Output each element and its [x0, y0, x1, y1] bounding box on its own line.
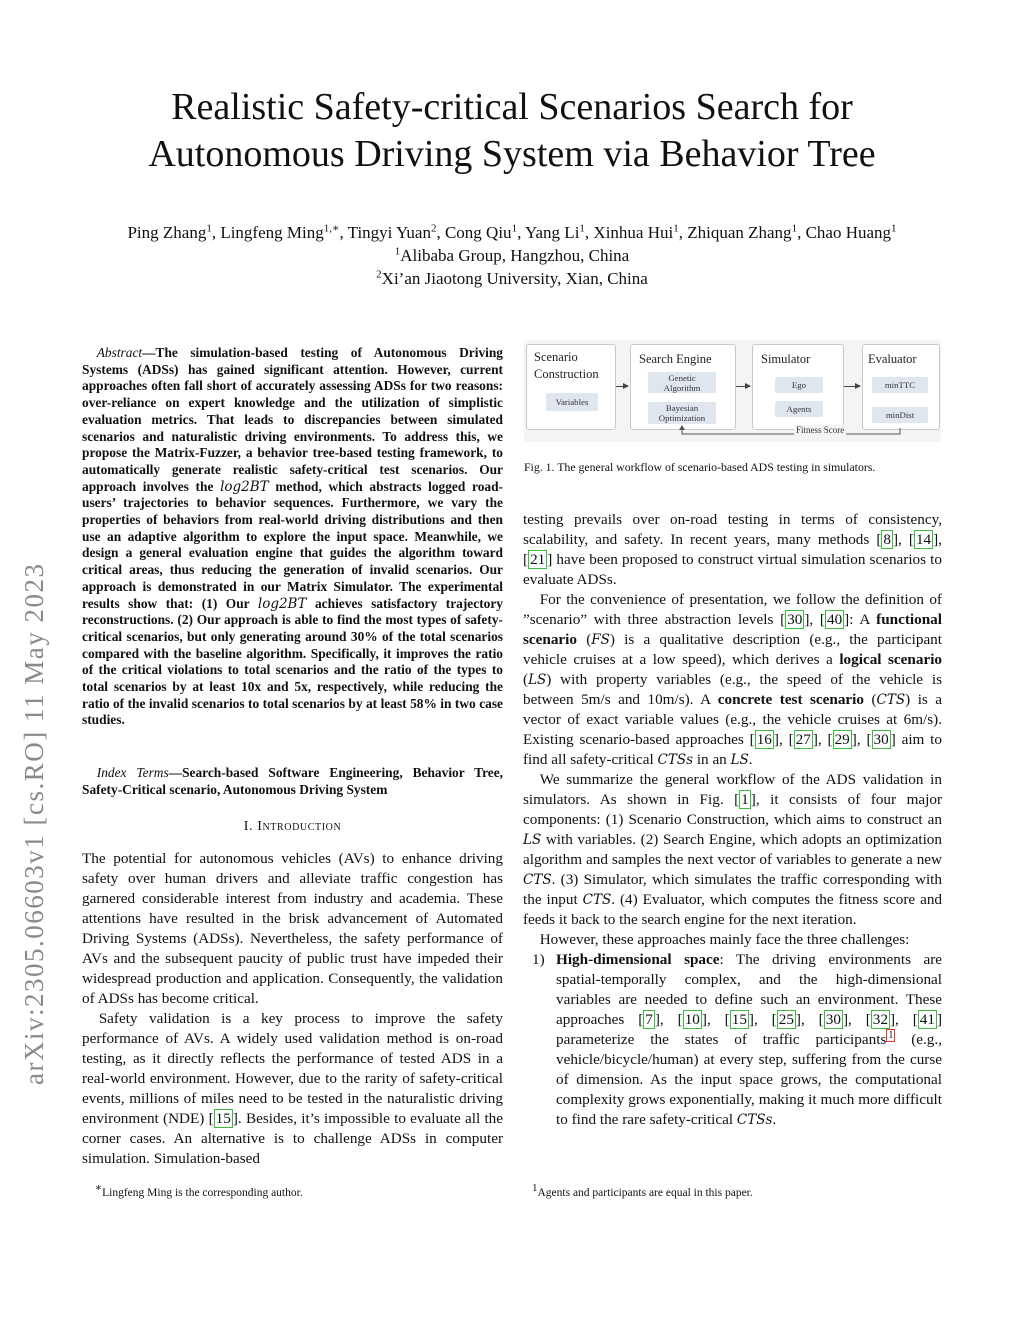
agents-chip: Agents	[775, 401, 823, 417]
citation-link[interactable]: 25	[778, 1011, 794, 1028]
author: Cong Qiu$^1$	[444, 222, 518, 242]
box-title: Evaluator	[868, 352, 917, 366]
citation-link[interactable]: 29	[834, 731, 850, 748]
footnote-link[interactable]: 1	[888, 1029, 894, 1041]
right-column-text	[523, 510, 942, 1130]
citation-link[interactable]: 21	[530, 551, 546, 568]
arxiv-identifier: arXiv:2305.06603v1 [cs.RO] 11 May 2023	[19, 562, 49, 1085]
list-item: 1) High-dimensional space: The driving environments are spatial-temporally complex, and the high-dimensional variables are needed to define such an environment. These approaches [ 7 ], [ 10 ], [ 15 ], [ 25 ], [ 30 ], [ 32 ], [ 41 ] parameterize the states of traffic participants $^1$ (e.g., vehicle/bicycle/human) at every step, suffering from the curse of dimension. As the input space grows, the computational complexity grows exponentially, making it much more difficult to find the rare safety-critical CTSs.	[532, 951, 943, 1128]
citation-link[interactable]: 30	[825, 1011, 841, 1028]
citation-link[interactable]: 32	[872, 1011, 888, 1028]
author: Ping Zhang$^1$	[127, 222, 212, 242]
abstract: Abstract—The simulation-based testing of Autonomous Driving Systems (ADSs) has gained significant attention. However, current approaches often fall short of accurately assessing ADSs for two reasons: over-reliance on expert knowledge and the utilization of simplistic evaluation metrics. That leads to discrepancies between simulated scenarios and naturalistic driving environments. To address this, we propose the Matrix-Fuzzer, a behavior tree-based testing framework, to automatically generate realistic safety-critical test scenarios. Our approach involves the log2BT method, which abstracts logged road-users’ trajectories to behavior sequences. Furthermore, we vary the properties of behaviors from real-world driving distributions and then use an adaptive algorithm to explore the input space. Meanwhile, we design a general evaluation engine that guides the algorithm toward critical areas, thus reducing the generation of invalid scenarios. Our approach is demonstrated in our Matrix Simulator. The experimental results show that: (1) Our log2BT achieves satisfactory trajectory reconstructions. (2) Our approach is able to find the most types of safety-critical scenarios, but only generating around 30% of the total scenarios compared with the baseline algorithm. Specifically, it improves the ratio of the critical violations to total scenarios and the ratio of the types to total scenarios by at least 10x and 5x, respectively, while reducing the ratio of the invalid scenarios to total scenarios by at least 58% in two case studies.	[82, 345, 503, 728]
paragraph: Safety validation is a key process to improve the safety performance of AVs. A widely used validation method is on-road testing, as it directly reflects the performance of tested ADS in a real-world environment. However, due to the rarity of safety-critical events, millions of miles need to be tested in the naturalistic driving environment (NDE) [ 15 ]. Besides, it’s impossible to evaluate all the corner cases. An alternative is to challenge ADSs in computer simulation. Simulation-based	[82, 1010, 504, 1167]
feedback-loop-arrow	[524, 340, 941, 442]
author: Chao Huang$^1$	[805, 222, 897, 242]
citation-link[interactable]: 40	[826, 611, 843, 628]
math-log2bt: log2BT	[257, 595, 307, 612]
citation-link[interactable]: 30	[873, 731, 889, 748]
affiliations	[40, 244, 984, 290]
abstract-lead: Abstract	[96, 345, 143, 360]
author: Yang Li$^1$	[524, 222, 585, 242]
author: Zhiquan Zhang$^1$	[687, 222, 798, 242]
box-title: Construction	[534, 367, 599, 381]
workflow-figure	[524, 340, 941, 442]
paragraph: For the convenience of presentation, we follow the definition of ”scenario” with three abstraction levels [ 30 ], [ 40 ]: A functional scenario (FS) is a qualitative description (e.g., the participant vehicle cruises at a low speed), which derives a logical scenario (LS) with property variables (e.g., the speed of the vehicle is between 5m/s and 10m/s). A concrete test scenario (CTS) is a vector of exact variable values (e.g., the vehicle cruises at 6m/s). Existing scenario-based approaches [ 16 ], [ 27 ], [ 29 ], [ 30 ] aim to find all safety-critical CTSs in an LS.	[523, 591, 943, 768]
affiliation-1: $^1$Alibaba Group, Hangzhou, China	[394, 245, 630, 265]
min-dist-chip: minDist	[872, 407, 928, 423]
paragraph: The potential for autonomous vehicles (AVs) to enhance driving safety over human drivers and alleviate traffic congestion has garnered considerable interest from industry and academia. These attentions have resulted in the brisk advancement of Automated Driving Systems (ADSs). Nevertheless, the safety performance of AVs and the subsequent paucity of public trust have impeded their widespread production and application. Consequently, the validation of ADSs has become critical.	[82, 850, 503, 1007]
paragraph: testing prevails over on-road testing in terms of consistency, scalability, and safety. In recent years, many methods [ 8 ], [ 14 ], [ 21 ] have been proposed to construct virtual simulation scenarios to evaluate ADSs.	[523, 511, 942, 588]
genetic-algorithm-chip: Genetic Algorithm	[648, 372, 716, 393]
footnote: $^1$Agents and participants are equal in this paper.	[532, 1182, 753, 1199]
citation-link[interactable]: 41	[919, 1011, 935, 1028]
citation-link[interactable]: 15	[731, 1011, 747, 1028]
citation-link[interactable]: 7	[645, 1011, 653, 1028]
title-line-2: Autonomous Driving System via Behavior Tree	[148, 133, 876, 175]
section-heading: I. Introduction	[243, 819, 342, 834]
bayesian-optimization-chip: Bayesian Optimization	[648, 402, 716, 424]
affiliation-2: $^2$Xi’an Jiaotong University, Xian, China	[376, 268, 648, 288]
citation-link[interactable]: 10	[684, 1011, 700, 1028]
index-terms: Index Terms—Search-based Software Engineering, Behavior Tree, Safety-Critical scenario, Autonomous Driving System	[82, 765, 503, 797]
citation-link[interactable]: 16	[756, 731, 772, 748]
author: Lingfeng Ming$^{1,∗}$	[220, 222, 340, 242]
fitness-score-label: Fitness Score	[796, 425, 845, 435]
paragraph: We summarize the general workflow of the ADS validation in simulators. As shown in Fig. [ 1 ], it consists of four major components: (1) Scenario Construction, which aims to construct an LS with variables. (2) Search Engine, which adopts an optimization algorithm and samples the next vector of variables to generate a new CTS. (3) Simulator, which simulates the traffic corresponding with the input CTS. (4) Evaluator, which computes the fitness score and feeds it back to the search engine for the next iteration.	[523, 771, 943, 928]
footnote: ∗Lingfeng Ming is the corresponding author.	[94, 1182, 303, 1199]
box-title: Simulator	[761, 352, 811, 366]
paragraph: However, these approaches mainly face the three challenges:	[539, 931, 910, 948]
intro-text	[82, 849, 503, 1169]
paper-title	[60, 84, 964, 178]
figure-caption: Fig. 1. The general workflow of scenario-based ADS testing in simulators.	[524, 460, 876, 474]
box-title: Search Engine	[639, 352, 712, 366]
variables-chip: Variables	[546, 393, 598, 411]
citation-link[interactable]: 30	[787, 611, 803, 628]
author: Xinhua Hui$^1$	[593, 222, 679, 242]
title-line-1: Realistic Safety-critical Scenarios Search for	[171, 86, 853, 128]
figure-link[interactable]: 1	[741, 791, 749, 808]
author-list: Ping Zhang$^1$, Lingfeng Ming$^{1,∗}$, Tingyi Yuan$^2$, Cong Qiu$^1$, Yang Li$^1$, Xinhua Hui$^1$, Zhiquan Zhang$^1$, Chao Huang$^1$	[127, 222, 897, 242]
citation-link[interactable]: 8	[883, 531, 891, 548]
ego-chip: Ego	[775, 377, 823, 393]
citation-link[interactable]: 27	[795, 731, 811, 748]
author: Tingyi Yuan$^2$	[347, 222, 437, 242]
citation-link[interactable]: 14	[915, 531, 932, 548]
citation-link[interactable]: 15	[215, 1110, 231, 1127]
math-log2bt: log2BT	[220, 478, 269, 495]
box-title: Scenario	[534, 350, 578, 364]
min-ttc-chip: minTTC	[872, 377, 928, 393]
